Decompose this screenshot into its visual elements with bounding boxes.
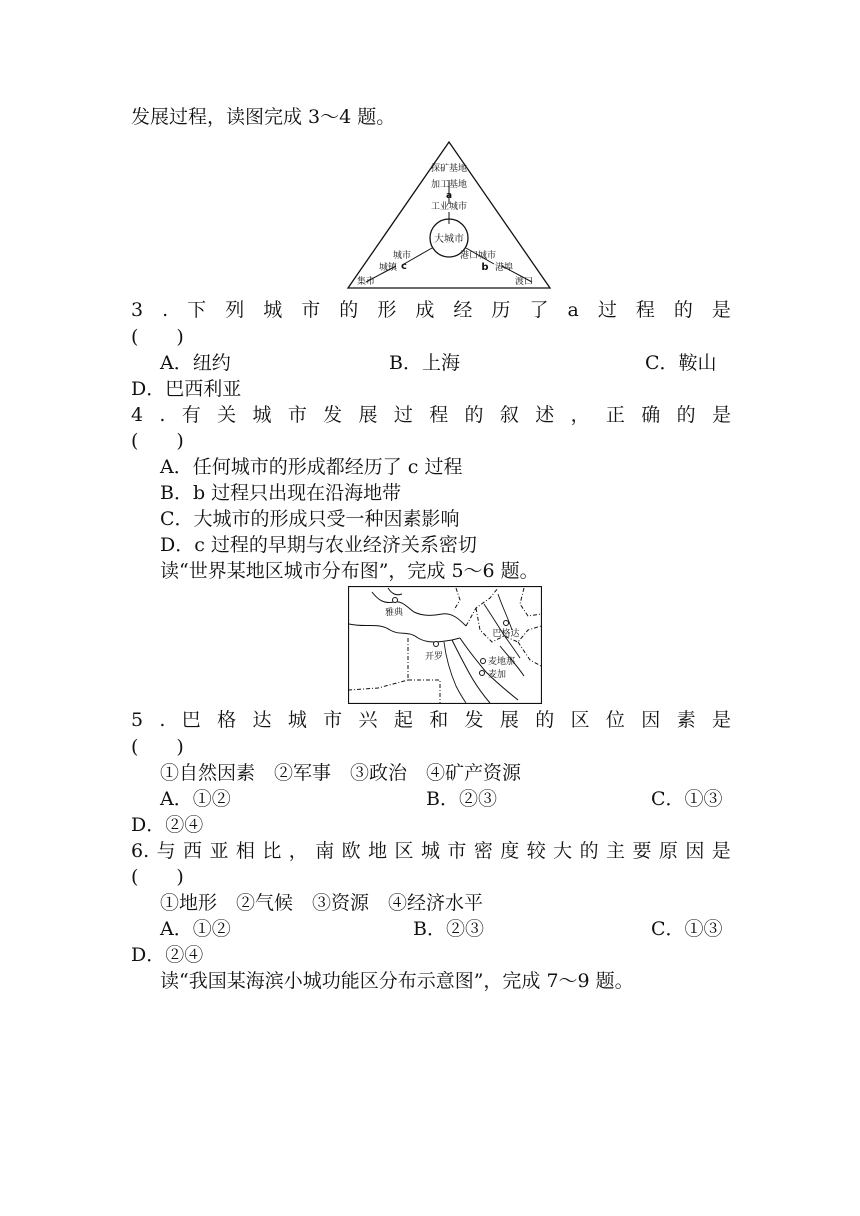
q6-stem-char: 与 xyxy=(156,840,176,862)
q4-stem-char: ， xyxy=(570,404,590,426)
q6-paren: ( ) xyxy=(131,866,184,888)
intro2: 读“世界某地区城市分布图”，完成 5～6 题。 xyxy=(160,560,539,582)
node-port-city: 港口城市 xyxy=(459,251,497,261)
baghdad-marker xyxy=(504,621,509,626)
q3-stem-char: 经 xyxy=(453,299,473,321)
city-cairo: 开罗 xyxy=(424,652,444,662)
q6-stem-char: 要 xyxy=(632,840,652,862)
intro3: 读“我国某海滨小城功能区分布示意图”，完成 7～9 题。 xyxy=(160,970,634,992)
q4-stem-char: 过 xyxy=(393,404,413,426)
q6-stem-char: 度 xyxy=(500,840,520,862)
q4-stem-char: 正 xyxy=(605,404,625,426)
q5-stem-char: 是 xyxy=(711,709,731,731)
q4-stem-char: 展 xyxy=(358,404,378,426)
q4-stem-char: 4 xyxy=(131,404,144,426)
q5-option-b: B．②③ xyxy=(426,788,497,810)
q5-stem-char: 市 xyxy=(323,709,343,731)
q3-stem-char: 程 xyxy=(635,299,655,321)
q5-stem-char: 素 xyxy=(676,709,696,731)
q4-stem-char: 程 xyxy=(429,404,449,426)
q6-factors: ①地形 ②气候 ③资源 ④经济水平 xyxy=(160,892,484,914)
intro-line: 发展过程，读图完成 3～4 题。 xyxy=(131,106,396,128)
athens-marker xyxy=(393,598,398,603)
q5-stem-char: 兴 xyxy=(358,709,378,731)
q3-stem-char: 3 xyxy=(131,299,144,321)
q5-stem-char: 发 xyxy=(464,709,484,731)
q5-factors: ①自然因素 ②军事 ③政治 ④矿产资源 xyxy=(160,762,522,784)
q6-stem-char: 南 xyxy=(315,840,335,862)
node-harbor: 港埠 xyxy=(494,263,514,273)
q4-option-b: B．b 过程只出现在沿海地带 xyxy=(160,482,402,504)
q6-stem-char: 欧 xyxy=(341,840,361,862)
q4-paren: ( ) xyxy=(131,430,184,452)
q6-option-c: C．①③ xyxy=(651,918,723,940)
q4-stem-char: 叙 xyxy=(499,404,519,426)
label-b: b xyxy=(481,262,489,273)
q4-stem-char: 是 xyxy=(711,404,731,426)
q5-stem-char: 达 xyxy=(252,709,272,731)
q5-stem-char: 的 xyxy=(535,709,555,731)
q4-stem-char: . xyxy=(159,404,166,426)
q3-stem-char: 了 xyxy=(529,299,549,321)
q3-stem xyxy=(131,297,731,323)
q5-stem-char: 城 xyxy=(287,709,307,731)
q4-stem xyxy=(131,402,731,428)
q5-option-d: D．②④ xyxy=(131,814,204,836)
q4-option-c: C．大城市的形成只受一种因素影响 xyxy=(160,508,460,530)
q3-option-d: D．巴西利亚 xyxy=(131,378,242,400)
q4-stem-char: 确 xyxy=(641,404,661,426)
medina-marker xyxy=(481,659,486,664)
city-medina: 麦地那 xyxy=(488,657,516,667)
q6-stem-char: 市 xyxy=(447,840,467,862)
q4-stem-char: 城 xyxy=(252,404,272,426)
q5-stem-char: 展 xyxy=(499,709,519,731)
q6-stem-char: 西 xyxy=(183,840,203,862)
q3-stem-char: 市 xyxy=(301,299,321,321)
mecca-marker xyxy=(480,671,485,676)
node-big-city: 大城市 xyxy=(434,234,464,245)
city-mecca: 麦加 xyxy=(488,670,507,680)
q6-stem-char: 城 xyxy=(420,840,440,862)
q6-stem-char: 亚 xyxy=(209,840,229,862)
q3-stem-char: . xyxy=(162,299,169,321)
q3-stem-char: a xyxy=(567,299,579,321)
q6-option-b: B．②③ xyxy=(413,918,484,940)
q4-stem-char: 述 xyxy=(535,404,555,426)
q4-stem-char: 有 xyxy=(181,404,201,426)
q6-stem xyxy=(131,838,731,864)
world-region-city-map xyxy=(348,586,542,704)
q6-stem-char: 因 xyxy=(685,840,705,862)
q5-stem-char: 格 xyxy=(217,709,237,731)
q5-stem-char: 因 xyxy=(641,709,661,731)
q6-stem-char: 大 xyxy=(553,840,573,862)
q4-option-a: A．任何城市的形成都经历了 c 过程 xyxy=(160,456,463,478)
q4-stem-char: 关 xyxy=(217,404,237,426)
q6-stem-char: 主 xyxy=(606,840,626,862)
node-mining-base: 探矿基地 xyxy=(430,164,468,174)
label-c: c xyxy=(401,261,407,272)
q6-stem-char: ， xyxy=(288,840,308,862)
q5-stem-char: 和 xyxy=(429,709,449,731)
q5-stem-char: 起 xyxy=(393,709,413,731)
q4-stem-char: 的 xyxy=(464,404,484,426)
q5-option-c: C．①③ xyxy=(651,788,723,810)
q5-option-a: A．①② xyxy=(160,788,231,810)
q6-option-d: D．②④ xyxy=(131,944,204,966)
q3-stem-char: 历 xyxy=(491,299,511,321)
node-industrial-city: 工业城市 xyxy=(430,202,468,212)
q6-stem-char: 区 xyxy=(394,840,414,862)
cairo-marker xyxy=(434,642,439,647)
node-ferry: 渡口 xyxy=(514,277,534,287)
q5-stem-char: 区 xyxy=(570,709,590,731)
q3-option-b: B．上海 xyxy=(389,352,460,374)
city-athens: 雅典 xyxy=(384,608,404,618)
q4-stem-char: 发 xyxy=(323,404,343,426)
q3-stem-char: 过 xyxy=(597,299,617,321)
q3-option-c: C．鞍山 xyxy=(645,352,717,374)
q4-stem-char: 的 xyxy=(676,404,696,426)
q3-stem-char: 下 xyxy=(187,299,207,321)
q5-stem-char: 位 xyxy=(605,709,625,731)
q6-stem-char: 较 xyxy=(526,840,546,862)
q5-stem-char: 巴 xyxy=(181,709,201,731)
q3-stem-char: 城 xyxy=(263,299,283,321)
q6-stem-char: 密 xyxy=(473,840,493,862)
q3-paren: ( ) xyxy=(131,326,184,348)
node-processing-base: 加工基地 xyxy=(430,180,468,190)
q5-stem-char: 5 xyxy=(131,709,144,731)
label-a: a xyxy=(445,191,453,201)
q6-stem-char: 比 xyxy=(262,840,282,862)
q6-stem-char: 相 xyxy=(235,840,255,862)
q6-stem-char: 地 xyxy=(368,840,388,862)
q3-stem-char: 的 xyxy=(339,299,359,321)
q5-paren: ( ) xyxy=(131,736,184,758)
q3-stem-char: 是 xyxy=(711,299,731,321)
q6-option-a: A．①② xyxy=(160,918,231,940)
q3-stem-char: 列 xyxy=(225,299,245,321)
q4-stem-char: 市 xyxy=(287,404,307,426)
q3-stem-char: 的 xyxy=(673,299,693,321)
city-baghdad: 巴格达 xyxy=(492,629,520,639)
q5-stem-char: . xyxy=(159,709,166,731)
q3-stem-char: 成 xyxy=(415,299,435,321)
node-market: 集市 xyxy=(356,277,376,287)
node-town: 城镇 xyxy=(378,263,398,273)
q6-stem-char: 的 xyxy=(579,840,599,862)
q5-stem xyxy=(131,707,731,733)
q6-stem-char: 6. xyxy=(131,840,150,862)
q3-option-a: A．纽约 xyxy=(160,352,231,374)
city-development-diagram xyxy=(344,140,554,292)
q3-stem-char: 形 xyxy=(377,299,397,321)
node-city: 城市 xyxy=(392,251,412,261)
q4-option-d: D．c 过程的早期与农业经济关系密切 xyxy=(160,534,477,556)
q6-stem-char: 是 xyxy=(711,840,731,862)
q6-stem-char: 原 xyxy=(658,840,678,862)
